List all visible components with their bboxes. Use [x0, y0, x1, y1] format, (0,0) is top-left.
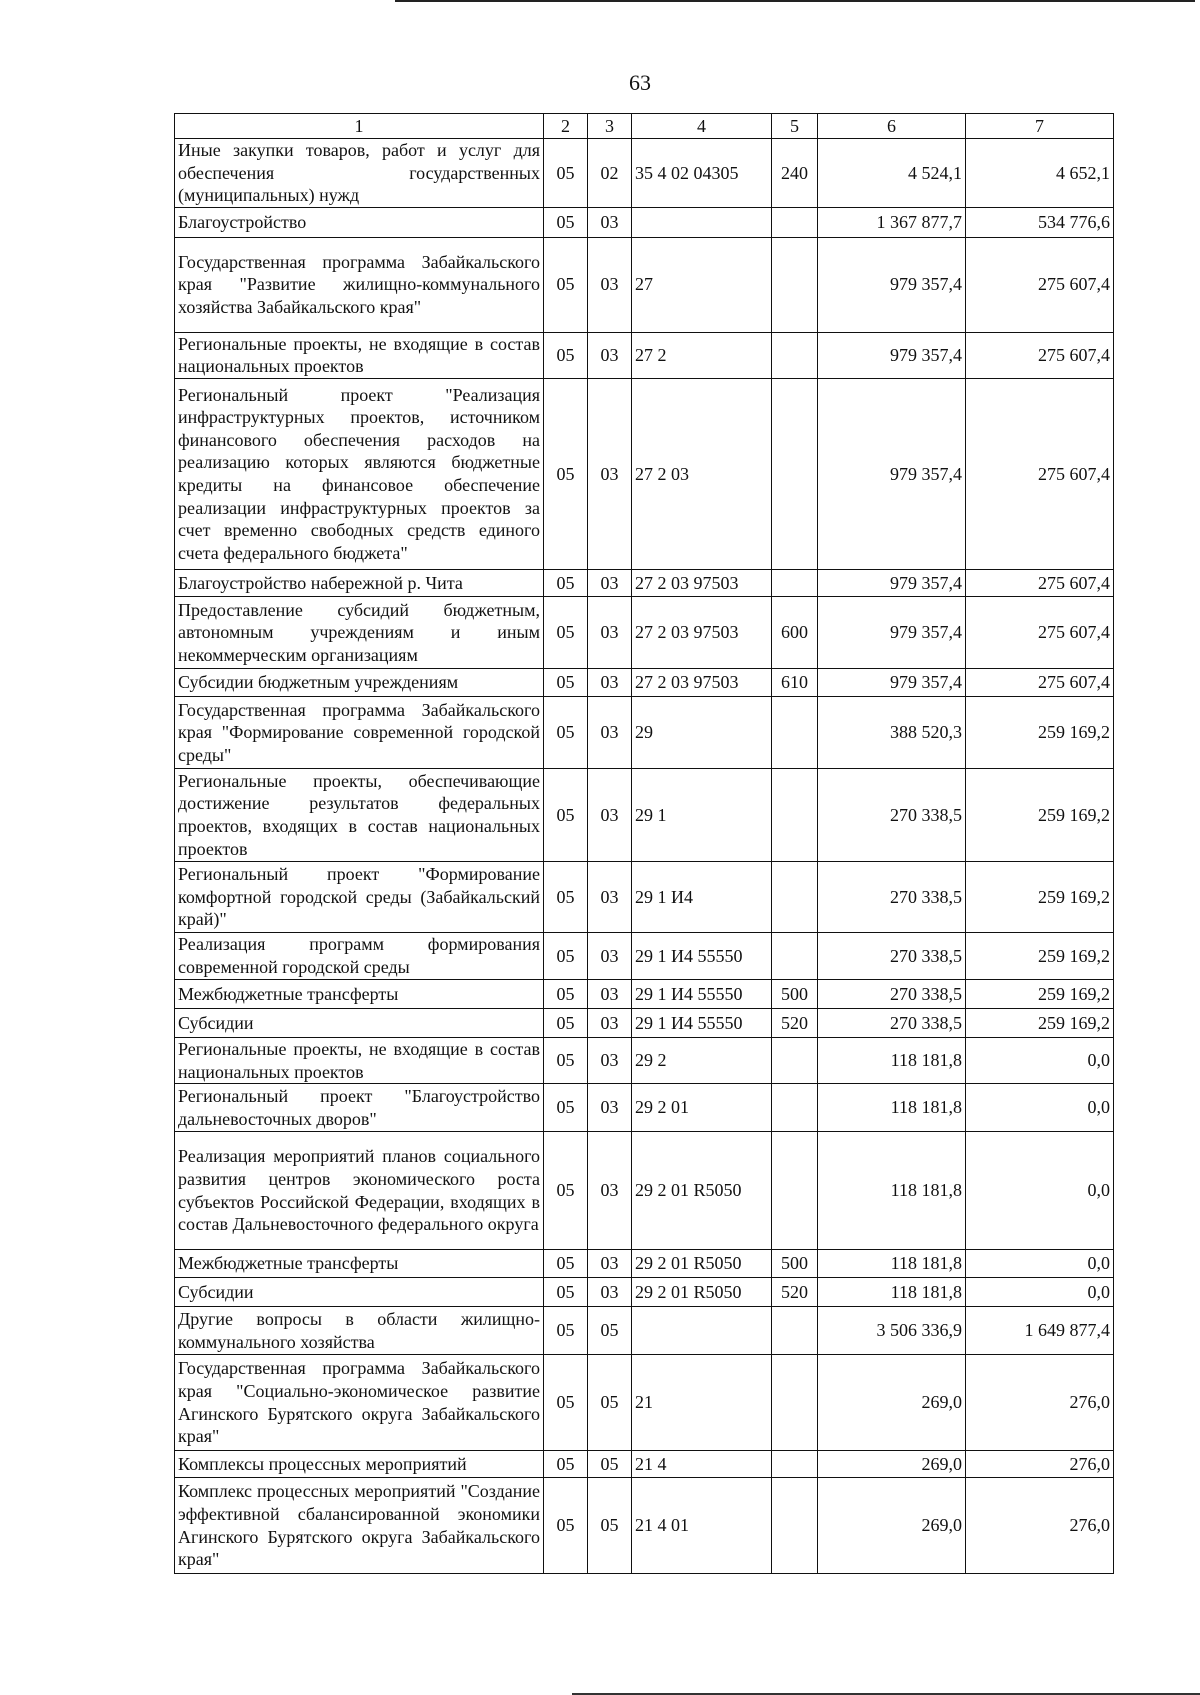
row-expense-type [772, 1307, 818, 1355]
top-rule [395, 0, 1195, 2]
table-row [175, 1008, 1114, 1037]
row-amount-col7: 259 169,2 [966, 932, 1114, 979]
table-row [175, 1307, 1114, 1355]
row-expense-type: 240 [772, 139, 818, 208]
row-amount-col6: 979 357,4 [818, 378, 966, 569]
table-row [175, 768, 1114, 861]
row-target-code: 21 4 [632, 1451, 772, 1478]
row-amount-col7: 276,0 [966, 1451, 1114, 1478]
row-amount-col7: 534 776,6 [966, 207, 1114, 237]
row-section: 05 [544, 1132, 588, 1250]
row-subsection: 03 [588, 979, 632, 1008]
row-expense-type [772, 378, 818, 569]
row-section: 05 [544, 378, 588, 569]
header-col-7: 7 [966, 114, 1114, 139]
row-target-code: 27 [632, 237, 772, 332]
table-body [175, 139, 1114, 1574]
row-expense-type [772, 1132, 818, 1250]
table-row [175, 1478, 1114, 1574]
row-expense-type [772, 1084, 818, 1132]
row-target-code: 35 4 02 04305 [632, 139, 772, 208]
row-amount-col6: 118 181,8 [818, 1037, 966, 1083]
row-name: Реализация мероприятий планов социального развития центров экономического роста субъектов Российской Федерации, входящих в состав Дальневосточного федерального округа [175, 1132, 544, 1250]
table-row [175, 1250, 1114, 1278]
row-amount-col7: 259 169,2 [966, 861, 1114, 932]
header-col-6: 6 [818, 114, 966, 139]
row-name: Благоустройство [175, 207, 544, 237]
row-subsection: 03 [588, 668, 632, 696]
row-section: 05 [544, 768, 588, 861]
table-row [175, 932, 1114, 979]
row-amount-col7: 0,0 [966, 1278, 1114, 1307]
row-target-code: 29 2 01 R5050 [632, 1250, 772, 1278]
row-subsection: 03 [588, 1008, 632, 1037]
header-col-1: 1 [175, 114, 544, 139]
row-amount-col6: 979 357,4 [818, 668, 966, 696]
row-expense-type [772, 207, 818, 237]
row-name: Региональные проекты, не входящие в состав национальных проектов [175, 332, 544, 378]
row-section: 05 [544, 932, 588, 979]
row-name: Региональный проект "Реализация инфраструктурных проектов, источником финансового обеспечения расходов на реализацию которых являются бюджетные кредиты на финансовое обеспечение реализации инфраструктурных проектов за счет временно свободных средств единого счета федерального бюджета" [175, 378, 544, 569]
header-col-5: 5 [772, 114, 818, 139]
row-amount-col7: 0,0 [966, 1037, 1114, 1083]
row-target-code [632, 1307, 772, 1355]
row-subsection: 03 [588, 332, 632, 378]
row-name: Межбюджетные трансферты [175, 979, 544, 1008]
row-subsection: 03 [588, 1250, 632, 1278]
row-section: 05 [544, 1355, 588, 1451]
row-expense-type [772, 1037, 818, 1083]
table-row [175, 596, 1114, 668]
row-section: 05 [544, 1084, 588, 1132]
row-subsection: 03 [588, 1037, 632, 1083]
row-amount-col6: 269,0 [818, 1355, 966, 1451]
row-subsection: 03 [588, 932, 632, 979]
table-row [175, 668, 1114, 696]
row-amount-col7: 275 607,4 [966, 378, 1114, 569]
row-name: Региональный проект "Благоустройство дальневосточных дворов" [175, 1084, 544, 1132]
row-name: Региональный проект "Формирование комфортной городской среды (Забайкальский край)" [175, 861, 544, 932]
row-amount-col6: 118 181,8 [818, 1278, 966, 1307]
row-section: 05 [544, 139, 588, 208]
row-amount-col6: 388 520,3 [818, 696, 966, 768]
row-amount-col6: 269,0 [818, 1478, 966, 1574]
row-target-code: 29 2 01 [632, 1084, 772, 1132]
row-expense-type: 500 [772, 1250, 818, 1278]
row-expense-type [772, 1355, 818, 1451]
row-amount-col6: 270 338,5 [818, 861, 966, 932]
row-amount-col6: 3 506 336,9 [818, 1307, 966, 1355]
table-row [175, 1278, 1114, 1307]
row-amount-col7: 276,0 [966, 1478, 1114, 1574]
table-row [175, 1084, 1114, 1132]
row-target-code: 29 1 И4 [632, 861, 772, 932]
row-name: Другие вопросы в области жилищно-коммунального хозяйства [175, 1307, 544, 1355]
row-expense-type [772, 861, 818, 932]
row-amount-col7: 276,0 [966, 1355, 1114, 1451]
header-row [175, 114, 1114, 139]
row-expense-type [772, 237, 818, 332]
row-subsection: 03 [588, 1132, 632, 1250]
row-amount-col7: 259 169,2 [966, 979, 1114, 1008]
row-amount-col7: 259 169,2 [966, 768, 1114, 861]
row-subsection: 05 [588, 1355, 632, 1451]
row-amount-col6: 270 338,5 [818, 768, 966, 861]
row-section: 05 [544, 1037, 588, 1083]
row-target-code: 29 1 И4 55550 [632, 979, 772, 1008]
table-row [175, 696, 1114, 768]
row-name: Комплексы процессных мероприятий [175, 1451, 544, 1478]
table-row [175, 207, 1114, 237]
row-target-code: 27 2 [632, 332, 772, 378]
row-amount-col7: 275 607,4 [966, 569, 1114, 596]
row-subsection: 05 [588, 1307, 632, 1355]
row-subsection: 03 [588, 768, 632, 861]
row-amount-col6: 270 338,5 [818, 932, 966, 979]
table-row [175, 237, 1114, 332]
row-target-code: 29 1 И4 55550 [632, 1008, 772, 1037]
row-target-code: 27 2 03 [632, 378, 772, 569]
row-name: Благоустройство набережной р. Чита [175, 569, 544, 596]
row-subsection: 03 [588, 237, 632, 332]
row-expense-type [772, 768, 818, 861]
row-name: Субсидии бюджетным учреждениям [175, 668, 544, 696]
row-amount-col7: 0,0 [966, 1250, 1114, 1278]
row-name: Государственная программа Забайкальского края "Социально-экономическое развитие Агинского Бурятского округа Забайкальского края" [175, 1355, 544, 1451]
row-subsection: 03 [588, 1084, 632, 1132]
row-target-code: 29 2 01 R5050 [632, 1278, 772, 1307]
row-name: Региональные проекты, обеспечивающие достижение результатов федеральных проектов, входящих в состав национальных проектов [175, 768, 544, 861]
page-number: 63 [629, 70, 651, 95]
row-name: Межбюджетные трансферты [175, 1250, 544, 1278]
row-subsection: 02 [588, 139, 632, 208]
row-amount-col6: 118 181,8 [818, 1132, 966, 1250]
row-amount-col6: 118 181,8 [818, 1250, 966, 1278]
row-name: Государственная программа Забайкальского края "Формирование современной городской среды" [175, 696, 544, 768]
row-section: 05 [544, 1478, 588, 1574]
header-col-2: 2 [544, 114, 588, 139]
row-target-code: 29 [632, 696, 772, 768]
row-section: 05 [544, 1307, 588, 1355]
row-target-code: 21 4 01 [632, 1478, 772, 1574]
table-row [175, 569, 1114, 596]
row-section: 05 [544, 569, 588, 596]
table-row [175, 861, 1114, 932]
table-row [175, 332, 1114, 378]
row-section: 05 [544, 237, 588, 332]
row-expense-type [772, 1478, 818, 1574]
table-row [175, 1451, 1114, 1478]
row-expense-type [772, 696, 818, 768]
row-expense-type: 520 [772, 1278, 818, 1307]
row-subsection: 05 [588, 1451, 632, 1478]
row-amount-col7: 259 169,2 [966, 1008, 1114, 1037]
row-amount-col6: 270 338,5 [818, 1008, 966, 1037]
row-name: Региональные проекты, не входящие в состав национальных проектов [175, 1037, 544, 1083]
row-expense-type: 600 [772, 596, 818, 668]
row-amount-col6: 269,0 [818, 1451, 966, 1478]
row-name: Государственная программа Забайкальского края "Развитие жилищно-коммунального хозяйства Забайкальского края" [175, 237, 544, 332]
row-subsection: 05 [588, 1478, 632, 1574]
table-row [175, 1132, 1114, 1250]
header-col-3: 3 [588, 114, 632, 139]
row-name: Субсидии [175, 1278, 544, 1307]
row-name: Предоставление субсидий бюджетным, автономным учреждениям и иным некоммерческим организациям [175, 596, 544, 668]
row-amount-col7: 0,0 [966, 1132, 1114, 1250]
row-amount-col6: 979 357,4 [818, 569, 966, 596]
table-row [175, 1355, 1114, 1451]
row-subsection: 03 [588, 569, 632, 596]
header-col-4: 4 [632, 114, 772, 139]
row-amount-col7: 275 607,4 [966, 332, 1114, 378]
row-target-code: 29 1 [632, 768, 772, 861]
row-amount-col7: 275 607,4 [966, 596, 1114, 668]
row-section: 05 [544, 1250, 588, 1278]
row-section: 05 [544, 332, 588, 378]
row-expense-type [772, 932, 818, 979]
row-section: 05 [544, 596, 588, 668]
row-subsection: 03 [588, 1278, 632, 1307]
row-name: Комплекс процессных мероприятий "Создание эффективной сбалансированной экономики Агинского Бурятского округа Забайкальского края" [175, 1478, 544, 1574]
row-expense-type: 520 [772, 1008, 818, 1037]
row-section: 05 [544, 1451, 588, 1478]
row-target-code: 27 2 03 97503 [632, 596, 772, 668]
table-row [175, 1037, 1114, 1083]
row-name: Субсидии [175, 1008, 544, 1037]
row-expense-type [772, 569, 818, 596]
row-amount-col7: 1 649 877,4 [966, 1307, 1114, 1355]
row-amount-col7: 275 607,4 [966, 237, 1114, 332]
row-target-code: 29 1 И4 55550 [632, 932, 772, 979]
row-amount-col6: 1 367 877,7 [818, 207, 966, 237]
row-amount-col6: 4 524,1 [818, 139, 966, 208]
row-target-code [632, 207, 772, 237]
row-section: 05 [544, 1008, 588, 1037]
budget-table [174, 113, 1114, 1574]
table-row [175, 139, 1114, 208]
row-section: 05 [544, 979, 588, 1008]
row-amount-col6: 118 181,8 [818, 1084, 966, 1132]
row-target-code: 27 2 03 97503 [632, 569, 772, 596]
row-subsection: 03 [588, 378, 632, 569]
row-section: 05 [544, 696, 588, 768]
row-section: 05 [544, 1278, 588, 1307]
row-amount-col6: 979 357,4 [818, 596, 966, 668]
row-subsection: 03 [588, 207, 632, 237]
row-amount-col7: 4 652,1 [966, 139, 1114, 208]
row-section: 05 [544, 668, 588, 696]
row-subsection: 03 [588, 596, 632, 668]
row-section: 05 [544, 861, 588, 932]
row-target-code: 21 [632, 1355, 772, 1451]
row-expense-type [772, 1451, 818, 1478]
row-target-code: 29 2 01 R5050 [632, 1132, 772, 1250]
table-row [175, 378, 1114, 569]
row-expense-type: 610 [772, 668, 818, 696]
row-subsection: 03 [588, 861, 632, 932]
row-amount-col7: 0,0 [966, 1084, 1114, 1132]
row-amount-col7: 259 169,2 [966, 696, 1114, 768]
row-subsection: 03 [588, 696, 632, 768]
row-amount-col6: 979 357,4 [818, 332, 966, 378]
row-amount-col6: 979 357,4 [818, 237, 966, 332]
row-section: 05 [544, 207, 588, 237]
row-amount-col7: 275 607,4 [966, 668, 1114, 696]
table-row [175, 979, 1114, 1008]
row-expense-type: 500 [772, 979, 818, 1008]
row-name: Реализация программ формирования современной городской среды [175, 932, 544, 979]
row-expense-type [772, 332, 818, 378]
row-target-code: 27 2 03 97503 [632, 668, 772, 696]
row-name: Иные закупки товаров, работ и услуг для обеспечения государственных (муниципальных) нужд [175, 139, 544, 208]
row-amount-col6: 270 338,5 [818, 979, 966, 1008]
row-target-code: 29 2 [632, 1037, 772, 1083]
